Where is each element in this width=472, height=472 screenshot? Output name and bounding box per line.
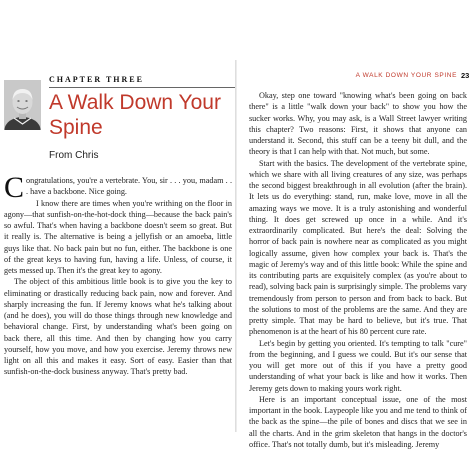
paragraph: Here is an important conceptual issue, one of the most important in the book. Laypeople like you and me tend to think of the back as the spine—the pile of bones and discs that we see in all the charts. And in the grim skeleton that hangs in the doctor's office. That's not totally dumb, but it's misleading. Jeremy (249, 394, 467, 449)
right-body-text (249, 90, 467, 450)
paragraph: Okay, step one toward "knowing what's been going on back there" is a little "walk down your back" to show you how the sucker works. Why, you may ask, is a Wall Street lawyer writing this chapter? Two reasons: First, it shows that anyone can understand it. Second, this stuff can be a teeny bit dull, and the theory is that I can help with that. Not much, but some. (249, 91, 467, 157)
paragraph: The object of this ambitious little book is to give you the key to eliminating or drastically reducing back pain, now and forever. And sharply increasing the fun. If Jeremy knows what he's talking about (and he does), you will do those things through new knowledge and behavioral change. First, by understanding what's been going on back there, all this time. And then by changing how you carry yourself, how you move, and how you exercise. Jeremy throws new light on all this and makes it easy. Sort of easy. Easier than that sunfish-on-the-dock business anyway. That's pretty bad. (4, 277, 232, 377)
from-line: From Chris (49, 150, 99, 161)
first-paragraph-text: ongratulations, you're a vertebrate. You, sir . . . you, madam . . . have a backbone. Nice going. (26, 176, 232, 197)
paragraph: Start with the basics. The development of the vertebrate spine, which we share with all living creatures of any size, was perhaps the second biggest breakthrough in all evolution (after the brain). It lets us do everything: stand, run, make love, move in all the amazing ways we move. It is a truly astonishing and wonderful thing. It does get screwed up once in a while. And it's extraordinarily complicated. But here's the deal: Solving the horror of back pain is nowhere near as complicated as you might logically assume, given how complex your back is. That's the magic of Jeremy's way and of this little book: While the spine and its contributing parts are exquisitely complex (as you're about to read), solving back pain is surprisingly simple. The problems vary tremendously from person to person and from back to back. But the solutions to most of the problems are the same. And they are pretty simple. That may be hard to believe, but it's true. That phenomenon is at the heart of his 80 percent cure rate. (249, 158, 467, 337)
page-number: 23 (461, 71, 470, 80)
paragraph: Let's begin by getting you oriented. It's tempting to talk "cure" from the beginning, and I guess we could. But it's our sense that you will get more out of this if you have a pretty good understanding of what your back is like and how it works. Then Jeremy gets down to making yours work right. (249, 338, 467, 393)
right-page (237, 60, 472, 449)
chapter-label: CHAPTER THREE (49, 75, 144, 84)
page-gutter (235, 60, 237, 432)
chapter-title: A Walk Down Your Spine (49, 91, 221, 139)
left-page (0, 60, 235, 432)
running-head: A WALK DOWN YOUR SPINE (355, 72, 457, 79)
chapter-rule (49, 87, 235, 88)
left-body-text (4, 171, 232, 378)
author-portrait (4, 80, 41, 130)
drop-cap: C (4, 171, 25, 204)
paragraph (4, 171, 232, 204)
paragraph: I know there are times when you're writhing on the floor in agony—that sunfish-on-the-hot-dock thing—because the back pain's so awful. That's when having a backbone doesn't seem so great. But it really is. The alternative is being a jellyfish or an amoeba, little guys like that. No back pain but no fun, either. The backbone is one of the great keys to having fun, having a life. Unless, of course, it gets messed up. Then it's the great key to agony. (4, 198, 232, 275)
